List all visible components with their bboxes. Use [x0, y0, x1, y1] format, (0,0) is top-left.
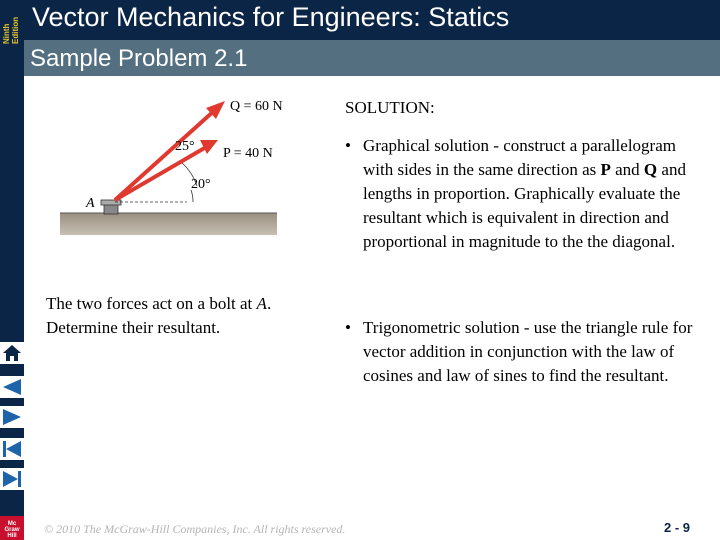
last-slide-button[interactable]: [0, 468, 24, 490]
course-title: Vector Mechanics for Engineers: Statics: [32, 2, 510, 32]
edition-label: [0, 0, 24, 44]
home-button[interactable]: [0, 342, 24, 364]
back-icon: [0, 376, 24, 398]
forward-button[interactable]: [0, 406, 24, 428]
problem-text-before: The two forces act on a bolt at: [46, 294, 257, 313]
edition-text: Ninth Edition: [2, 16, 20, 44]
solution-bullet-graphical: [345, 134, 700, 254]
label-a: A: [86, 196, 95, 211]
svg-text:Mc: Mc: [7, 521, 17, 527]
problem-text-after: . Determine their resultant.: [46, 294, 272, 337]
subheader-bar: [24, 40, 720, 76]
bullet-dot: •: [345, 318, 351, 337]
first-slide-button[interactable]: [0, 438, 24, 460]
header-bar: [24, 0, 720, 40]
problem-statement: [46, 292, 306, 340]
svg-text:Graw: Graw: [4, 527, 20, 533]
first-icon: [0, 438, 24, 460]
mcgraw-hill-logo: [0, 516, 24, 540]
bullet-text: Graphical solution - construct a parallelogram with sides in the same direction as P and Q and lengths in proportion. Graphically evaluate the resultant which is equivalent in direction and proportional in magnitude to the the diagonal.: [363, 136, 686, 251]
home-icon: [0, 342, 24, 364]
label-q: Q = 60 N: [230, 99, 283, 114]
problem-point: A: [256, 294, 267, 313]
solution-heading: SOLUTION:: [345, 98, 435, 117]
last-icon: [0, 468, 24, 490]
svg-text:Hill: Hill: [7, 533, 17, 539]
publisher-logo: [0, 516, 24, 540]
label-p: P = 40 N: [223, 146, 273, 161]
force-diagram: [55, 90, 305, 240]
ground-surface: [60, 213, 277, 235]
back-button[interactable]: [0, 376, 24, 398]
angle-label-25: 25°: [175, 139, 195, 154]
bullet-dot: •: [345, 136, 351, 155]
page-number: 2 - 9: [664, 520, 691, 535]
forward-icon: [0, 406, 24, 428]
sidebar: [0, 0, 24, 540]
copyright-notice: © 2010 The McGraw-Hill Companies, Inc. All rights reserved.: [44, 522, 346, 536]
slide-title: Sample Problem 2.1: [30, 45, 248, 72]
bullet-text: Trigonometric solution - use the triangle rule for vector addition in conjunction with the law of cosines and law of sines to find the resultant.: [363, 318, 693, 385]
angle-label-20: 20°: [191, 177, 211, 192]
solution-bullet-trigonometric: [345, 316, 700, 388]
